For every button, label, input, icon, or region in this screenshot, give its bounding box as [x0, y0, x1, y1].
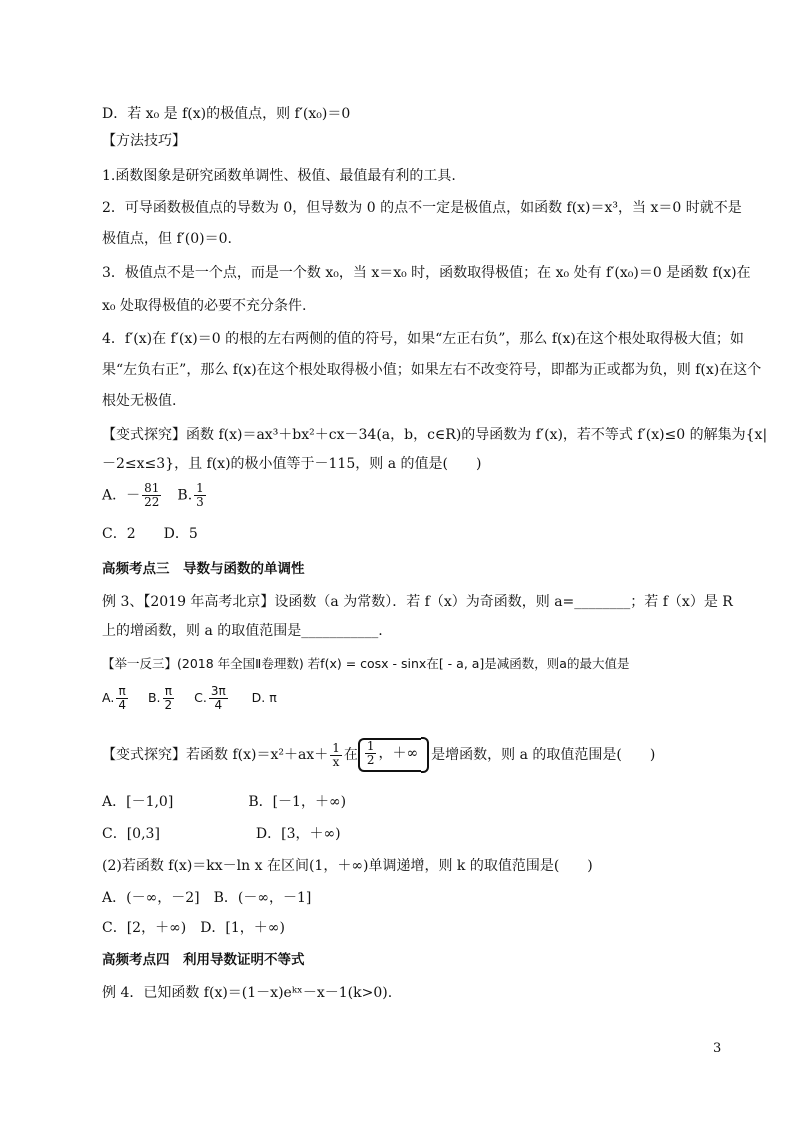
option-c-pi-fraction: [209, 685, 228, 712]
interval-half-fraction: [365, 740, 377, 767]
option-a-pi-fraction: [116, 685, 128, 712]
variant-2-options-cd: [102, 825, 341, 843]
method-tips-heading: 【方法技巧】: [102, 133, 186, 149]
variant-question-line2: －2≤x≤3}，且 f(x)的极小值等于－115，则 a 的值是( ): [102, 456, 482, 472]
pi-numerator-b: π: [163, 685, 175, 699]
variant-2-option-a: A．[－1,0]: [102, 794, 174, 810]
variant-question-line1: 【变式探究】函数 f(x)＝ax³＋bx²＋cx－34(a，b，c∈R)的导函数为 f′(x)，若不等式 f′(x)≤0 的解集为{x|: [102, 427, 768, 443]
option-b-label: B.: [147, 690, 161, 705]
tip-4-line2: 果“左负右正”，那么 f(x)在这个根处取得极小值；如果左右不改变符号，即都为正或都为负，则 f(x)在这个: [102, 362, 762, 378]
variant-2-zai: 在: [343, 747, 358, 763]
follow-up-question: 【举一反三】(2018 年全国Ⅱ卷理数) 若f(x) = cosx - sinx在[ - a, a]是减函数，则a的最大值是: [102, 656, 630, 671]
option-a-fraction: [142, 482, 161, 509]
variant-2-options-ab: [102, 793, 346, 811]
pi-numerator-c: 3π: [210, 684, 226, 698]
example-4-text: 例 4．已知函数 f(x)＝(1－x)eᵏˣ－x－1(k>0).: [102, 985, 393, 1001]
variant-question-2: [102, 737, 655, 773]
tip-2-line2: 极值点，但 f′(0)＝0.: [102, 231, 232, 247]
section-heading-4: 高频考点四 利用导数证明不等式: [102, 952, 305, 968]
option-a-numerator: 81: [144, 481, 160, 495]
tip-4-line1: 4．f′(x)在 f′(x)＝0 的根的左右两侧的值的符号，如果“左正右负”，那么 f(x)在这个根处取得极大值；如: [102, 331, 744, 347]
variant-3-options-cd: C．[2，＋∞) D．[1，＋∞): [102, 920, 285, 936]
variant-2-option-b: B．[－1，＋∞): [248, 794, 347, 810]
tip-4-line3: 根处无极值.: [102, 393, 177, 409]
variant-options-cd: C．2 D．5: [102, 526, 198, 542]
option-a-label: A.: [102, 690, 115, 705]
tip-2-line1: 2．可导函数极值点的导数为 0，但导数为 0 的点不一定是极值点，如函数 f(x)＝x³，当 x＝0 时就不是: [102, 200, 742, 216]
pi-denominator-a: 4: [118, 698, 126, 712]
pi-numerator-a: π: [116, 685, 128, 699]
pi-denominator-b: 2: [164, 698, 173, 712]
interval-half-numerator: 1: [366, 739, 375, 753]
variant-2-option-c: C．[0,3]: [102, 826, 160, 842]
variant-2-suffix: 是增函数，则 a 的取值范围是( ): [431, 747, 656, 763]
option-b-fraction: [194, 482, 206, 509]
one-over-x-numerator: 1: [332, 740, 340, 755]
option-b-pi-fraction: [163, 685, 175, 712]
section-heading-3: 高频考点三 导数与函数的单调性: [102, 561, 305, 577]
option-b-numerator: 1: [196, 481, 204, 495]
option-b-denominator: 3: [196, 495, 204, 509]
variant-options-ab: [102, 482, 208, 509]
page-number: 3: [713, 1041, 722, 1056]
interval-bracket: [358, 738, 421, 772]
interval-rest: ，＋∞: [378, 745, 419, 762]
tip-3-line2: x₀ 处取得极值的必要不充分条件.: [102, 298, 307, 314]
interval-half-denominator: 2: [366, 753, 375, 767]
one-over-x-fraction: [330, 742, 342, 769]
variant-3-question: (2)若函数 f(x)＝kx－ln x 在区间(1，＋∞)单调递增，则 k 的取值范围是( ): [102, 858, 593, 874]
option-d-text: D．若 x₀ 是 f(x)的极值点，则 f′(x₀)＝0: [102, 106, 351, 122]
option-b-prefix: B.: [163, 487, 193, 504]
one-over-x-denominator: x: [332, 754, 340, 769]
pi-denominator-c: 4: [214, 698, 223, 712]
variant-2-prefix: 【变式探究】若函数 f(x)＝x²＋ax＋: [102, 747, 329, 763]
option-c-label: C.: [194, 690, 207, 705]
example-3-line1: 例 3、【2019 年高考北京】设函数（a 为常数）．若 f（x）为奇函数，则 a=________；若 f（x）是 R: [102, 594, 733, 610]
variant-2-option-d: D．[3，＋∞): [255, 826, 341, 842]
option-a-denominator: 22: [144, 495, 160, 509]
option-a-prefix: A．－: [102, 487, 141, 504]
tip-1: 1.函数图象是研究函数单调性、极值、最值最有利的工具.: [102, 168, 456, 184]
example-3-line2: 上的增函数，则 a 的取值范围是___________.: [102, 623, 383, 639]
tip-3-line1: 3．极值点不是一个点，而是一个数 x₀，当 x＝x₀ 时，函数取得极值；在 x₀ 处有 f′(x₀)＝0 是函数 f(x)在: [102, 265, 751, 281]
follow-up-options: [102, 685, 277, 712]
variant-3-options-ab: A．(－∞，－2] B．(－∞，－1]: [102, 890, 312, 906]
interval-right-bracket: [421, 737, 429, 773]
option-d-label: D. π: [251, 690, 277, 705]
